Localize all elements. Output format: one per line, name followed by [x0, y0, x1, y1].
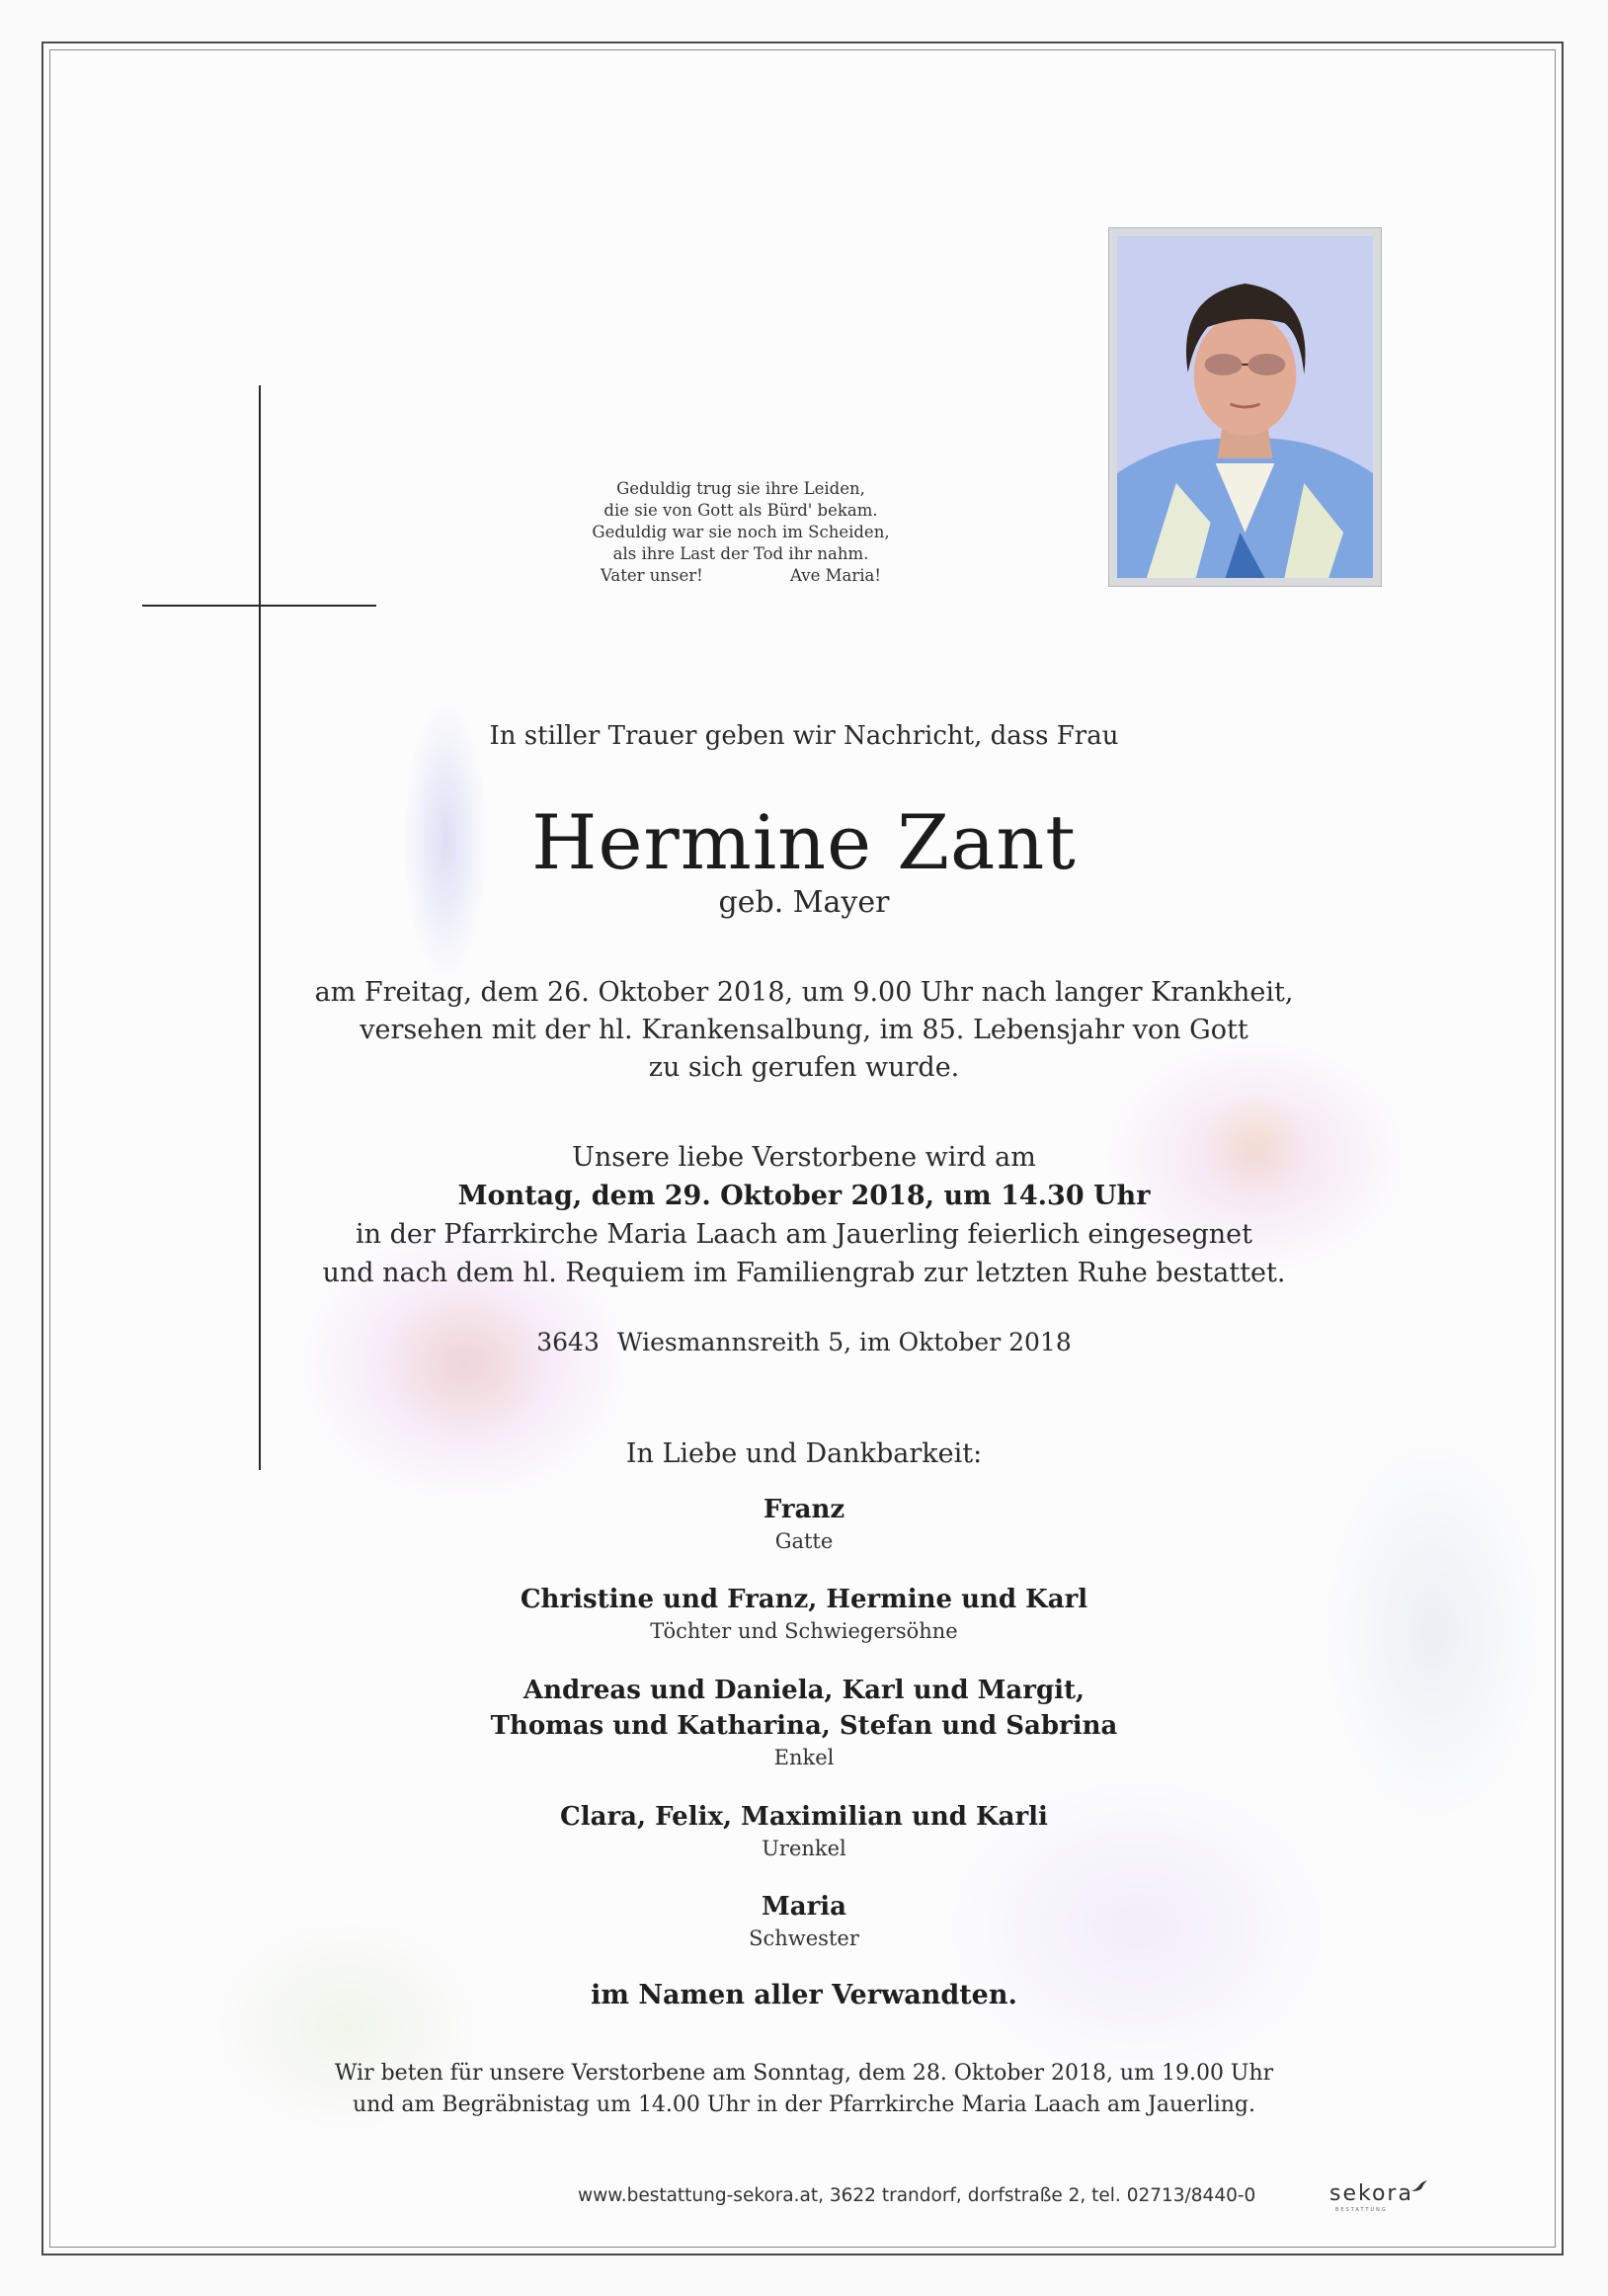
poem [553, 478, 928, 587]
family-relation: Schwester [749, 1927, 859, 1950]
family-relation: Töchter und Schwiegersöhne [650, 1619, 958, 1643]
death-line: versehen mit der hl. Krankensalbung, im 85. Lebensjahr von Gott [360, 1015, 1248, 1045]
family-names: Clara, Felix, Maximilian und Karli [560, 1802, 1048, 1832]
cross-icon [259, 385, 261, 1470]
family-names: Franz [763, 1495, 845, 1524]
family-names: Andreas und Daniela, Karl und Margit, [523, 1676, 1085, 1705]
funeral-line: und nach dem hl. Requiem im Familiengrab zur letzten Ruhe bestattet. [322, 1258, 1286, 1288]
family-names: Christine und Franz, Hermine und Karl [520, 1585, 1088, 1614]
rosary-line: Wir beten für unsere Verstorbene am Sonntag, dem 28. Oktober 2018, um 19.00 Uhr [334, 2061, 1274, 2086]
thanks-heading: In Liebe und Dankbarkeit: [625, 1438, 983, 1469]
intro-text: In stiller Trauer geben wir Nachricht, dass Frau [489, 721, 1119, 751]
death-notice [0, 974, 1608, 1087]
family-group [0, 1799, 1608, 1862]
family-group [0, 1889, 1608, 1952]
postcode: 3643 [536, 1328, 600, 1356]
poem-line: Geduldig trug sie ihre Leiden, [616, 479, 865, 498]
company-logo-sub: BESTATTUNG [1335, 2207, 1388, 2213]
death-line: am Freitag, dem 26. Oktober 2018, um 9.00 Uhr nach langer Krankheit, [314, 977, 1294, 1008]
footer-contact: www.bestattung-sekora.at, 3622 trandorf, dorfstraße 2, tel. 02713/8440-0 [578, 2185, 1256, 2206]
poem-line: Geduldig war sie noch im Scheiden, [592, 523, 890, 541]
family-relation: Gatte [774, 1529, 834, 1553]
poem-prayers [553, 565, 928, 587]
bird-icon [1410, 2179, 1428, 2193]
address [0, 1328, 1608, 1356]
family-relation: Urenkel [762, 1837, 846, 1860]
prayer-left: Vater unser! [601, 566, 703, 585]
prayer-right: Ave Maria! [790, 566, 881, 585]
family-relation: Enkel [773, 1746, 835, 1769]
funeral-line: in der Pfarrkirche Maria Laach am Jauerling feierlich eingesegnet [355, 1219, 1253, 1250]
deceased-name: Hermine Zant [531, 798, 1077, 886]
cross-icon-bar [142, 605, 376, 607]
rosary-info [0, 2058, 1608, 2121]
maiden-name: geb. Mayer [718, 885, 890, 920]
poem-line: als ihre Last der Tod ihr nahm. [612, 544, 869, 563]
rosary-line: und am Begräbnistag um 14.00 Uhr in der Pfarrkirche Maria Laach am Jauerling. [353, 2092, 1255, 2117]
address-line: Wiesmannsreith 5, im Oktober 2018 [616, 1328, 1072, 1356]
closing-line: im Namen aller Verwandten. [591, 1980, 1017, 2010]
poem-line: die sie von Gott als Bürd' bekam. [603, 501, 878, 520]
portrait-photo [1117, 236, 1373, 578]
family-group [0, 1673, 1608, 1771]
funeral-info [0, 1138, 1608, 1292]
family-group [0, 1492, 1608, 1555]
funeral-date: Montag, dem 29. Oktober 2018, um 14.30 Uhr [457, 1181, 1151, 1211]
portrait-frame [1108, 227, 1382, 587]
funeral-line: Unsere liebe Verstorbene wird am [572, 1142, 1036, 1173]
death-line: zu sich gerufen wurde. [648, 1052, 960, 1083]
family-names: Maria [761, 1892, 847, 1922]
family-names: Thomas und Katharina, Stefan und Sabrina [490, 1711, 1118, 1741]
family-group [0, 1582, 1608, 1645]
company-logo: sekora [1329, 2181, 1413, 2206]
